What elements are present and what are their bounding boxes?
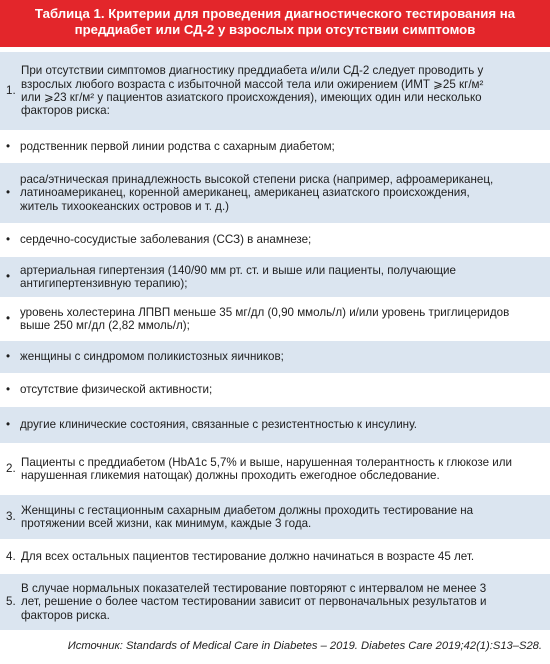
- bullet-icon: •: [6, 186, 11, 200]
- table-row: [0, 373, 550, 407]
- row-text: другие клинические состояния, связанные с резистентностью к инсулину.: [20, 418, 417, 432]
- row-marker: 5.: [6, 595, 16, 609]
- table-row: [0, 407, 550, 443]
- row-text: При отсутствии симптомов диагностику преддиабета и/или СД-2 следует проводить у взрослых любого возраста с избыточной массой тела или ожирением (ИМТ ⩾25 кг/м² или ⩾23 кг/м² у пациентов азиатского происхождения), имеющих один или несколько факторов риска:: [21, 64, 484, 118]
- table-row: [0, 163, 550, 223]
- row-text: отсутствие физической активности;: [20, 383, 213, 397]
- row-text: раса/этническая принадлежность высокой степени риска (например, афроамериканец, латиноамериканец, коренной американец, американец азиатского происхождения, житель тихоокеанских островов и т. д.): [20, 172, 494, 213]
- row-text: В случае нормальных показателей тестирование повторяют с интервалом не менее 3 лет, решение о более частом тестировании зависит от первоначальных результатов и факторов риска.: [21, 581, 487, 622]
- row-marker: 4.: [6, 549, 16, 563]
- row-text: Женщины с гестационным сахарным диабетом должны проходить тестирование на протяжении всей жизни, как минимум, каждые 3 года.: [21, 503, 474, 530]
- table-row: [0, 257, 550, 297]
- title-line-2: преддиабет или СД-2 у взрослых при отсутствии симптомов: [74, 22, 476, 37]
- row-text: сердечно-сосудистые заболевания (ССЗ) в анамнезе;: [20, 233, 312, 247]
- table-row: [0, 223, 550, 257]
- table-row: [0, 443, 550, 495]
- bullet-icon: •: [6, 418, 11, 432]
- row-text: артериальная гипертензия (140/90 мм рт. ст. и выше или пациенты, получающие антигипертензивную терапию);: [20, 263, 456, 290]
- bullet-icon: •: [6, 312, 11, 326]
- source-citation: Источник: Standards of Medical Care in Diabetes – 2019. Diabetes Care 2019;42(1):S13–S28.: [67, 640, 542, 652]
- row-text: уровень холестерина ЛПВП меньше 35 мг/дл (0,90 ммоль/л) и/или уровень триглицеридов выше 250 мг/дл (2,82 ммоль/л);: [20, 305, 510, 332]
- row-text: Для всех остальных пациентов тестирование должно начинаться в возрасте 45 лет.: [21, 549, 475, 563]
- bullet-icon: •: [6, 383, 11, 397]
- table-row: [0, 52, 550, 130]
- title-line-1: Таблица 1. Критерии для проведения диагностического тестирования на: [34, 6, 516, 21]
- row-marker: 2.: [6, 462, 16, 476]
- bullet-icon: •: [6, 350, 11, 364]
- table-row: [0, 574, 550, 630]
- row-text: родственник первой линии родства с сахарным диабетом;: [20, 139, 335, 153]
- table-title: [0, 0, 550, 47]
- row-marker: 1.: [6, 84, 16, 98]
- table-row: [0, 130, 550, 163]
- bullet-icon: •: [6, 233, 11, 247]
- bullet-icon: •: [6, 270, 11, 284]
- row-marker: 3.: [6, 510, 16, 524]
- table-row: [0, 495, 550, 539]
- row-text: женщины с синдромом поликистозных яичников;: [20, 350, 284, 364]
- table-row: [0, 297, 550, 341]
- row-text: Пациенты с преддиабетом (HbA1c 5,7% и выше, нарушенная толерантность к глюкозе или нарушенная гликемия натощак) должны проходить ежегодное обследование.: [21, 455, 513, 482]
- table-row: [0, 539, 550, 574]
- table-row: [0, 341, 550, 373]
- bullet-icon: •: [6, 139, 11, 153]
